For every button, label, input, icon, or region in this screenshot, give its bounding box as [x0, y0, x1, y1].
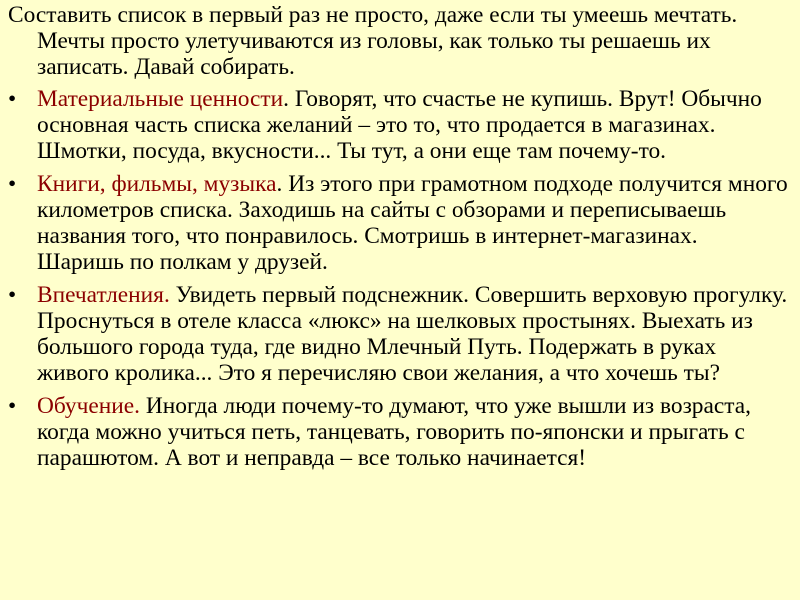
- item-heading: Книги, фильмы, музыка: [37, 171, 277, 197]
- list-item-media: [8, 171, 788, 275]
- bullet-list: [8, 86, 788, 471]
- item-heading: Впечатления.: [37, 282, 170, 308]
- item-heading: Материальные ценности: [37, 86, 284, 112]
- bullet-icon: •: [8, 171, 17, 197]
- bullet-icon: •: [8, 393, 17, 419]
- list-item-material: [8, 86, 788, 164]
- item-text: Увидеть первый подснежник. Совершить верховую прогулку. Проснуться в отеле класса «люкс» на шелковых простынях. Выехать из большого города туда, где видно Млечный Путь. Подержать в руках живого кролика... Это я перечисляю свои желания, а что хочешь ты?: [37, 282, 788, 386]
- slide-content: [8, 2, 788, 478]
- item-text: . Говорят, что счастье не купишь. Врут! Обычно основная часть списка желаний – это то, что продается в магазинах. Шмотки, посуда, вкусности... Ты тут, а они еще там почему-то.: [37, 86, 762, 164]
- item-heading: Обучение.: [37, 393, 141, 419]
- bullet-icon: •: [8, 86, 17, 112]
- bullet-icon: •: [8, 282, 17, 308]
- intro-paragraph: Составить список в первый раз не просто, даже если ты умеешь мечтать. Мечты просто улетучиваются из головы, как только ты решаешь их записать. Давай собирать.: [8, 2, 738, 80]
- list-item-impressions: [8, 282, 788, 386]
- list-item-education: [8, 393, 788, 471]
- item-text: . Из этого при грамотном подходе получится много километров списка. Заходишь на сайты с обзорами и переписываешь названия того, что понравилось. Смотришь в интернет-магазинах. Шаришь по полкам у друзей.: [37, 171, 788, 275]
- item-text: Иногда люди почему-то думают, что уже вышли из возраста, когда можно учиться петь, танцевать, говорить по-японски и прыгать с парашютом. А вот и неправда – все только начинается!: [37, 393, 752, 471]
